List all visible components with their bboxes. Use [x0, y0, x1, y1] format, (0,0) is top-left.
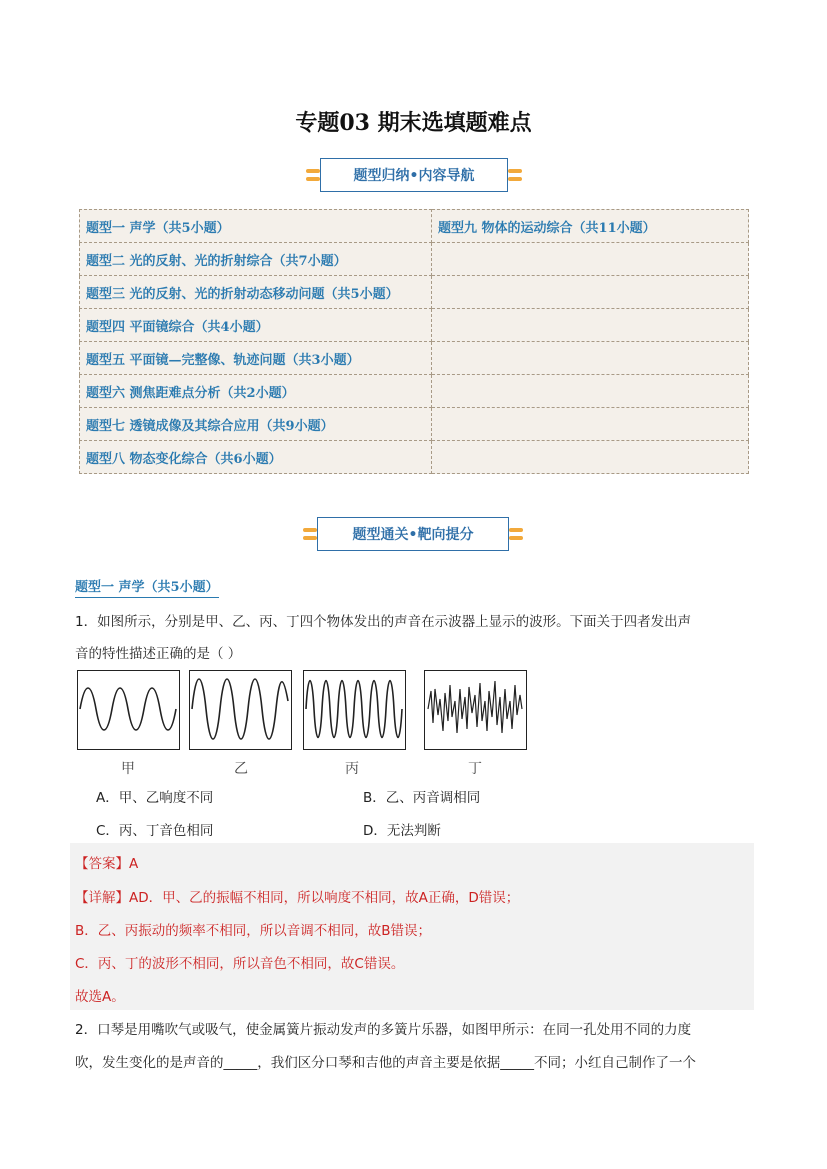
toc-empty-cell: [432, 441, 749, 474]
answer-explanation-line: C．丙、丁的波形不相同，所以音色不相同，故C错误。: [75, 956, 405, 972]
toc-item[interactable]: 题型六 测焦距难点分析（共2小题）: [80, 375, 432, 408]
toc-item[interactable]: 题型七 透镜成像及其综合应用（共9小题）: [80, 408, 432, 441]
toc-row: [80, 210, 749, 243]
page-title: 专题03 期末选填题难点: [295, 110, 532, 136]
nav-banner-label: 题型归纳•内容导航: [320, 158, 508, 192]
waveform-label-bing: 丙: [345, 761, 359, 777]
banner-right-decoration: [509, 524, 523, 544]
toc-item[interactable]: 题型九 物体的运动综合（共11小题）: [432, 210, 749, 243]
question-2-text-line-2: 吹，发生变化的是声音的_____，我们区分口琴和吉他的声音主要是依据_____不同；小红自己制作了一个: [75, 1055, 696, 1071]
option-d[interactable]: D．无法判断: [363, 823, 441, 839]
toc-row: [80, 243, 749, 276]
toc-empty-cell: [432, 309, 749, 342]
toc-row: [80, 342, 749, 375]
practice-banner-label: 题型通关•靶向提分: [317, 517, 509, 551]
nav-banner: [306, 157, 522, 193]
banner-right-decoration: [508, 165, 522, 185]
answer-explanation-line: 【详解】AD．甲、乙的振幅不相同，所以响度不相同，故A正确，D错误；: [75, 890, 520, 906]
banner-left-decoration: [303, 524, 317, 544]
waveform-jia-figure: [77, 670, 180, 750]
question-1-text-line-2: 音的特性描述正确的是（ ）: [75, 646, 242, 662]
waveform-ding-curve: [428, 681, 522, 733]
toc-empty-cell: [432, 342, 749, 375]
banner-left-decoration: [306, 165, 320, 185]
practice-banner: [303, 516, 523, 552]
option-c[interactable]: C．丙、丁音色相同: [96, 823, 214, 839]
waveform-label-jia: 甲: [121, 761, 135, 777]
waveform-yi-figure: [189, 670, 292, 750]
toc-item[interactable]: 题型一 声学（共5小题）: [80, 210, 432, 243]
waveform-yi-curve: [192, 679, 288, 739]
option-b[interactable]: B．乙、丙音调相同: [363, 790, 481, 806]
waveform-ding-figure: [424, 670, 527, 750]
waveform-label-yi: 乙: [234, 761, 248, 777]
toc-item[interactable]: 题型三 光的反射、光的折射动态移动问题（共5小题）: [80, 276, 432, 309]
toc-row: [80, 375, 749, 408]
option-a[interactable]: A．甲、乙响度不同: [96, 790, 214, 806]
section-heading[interactable]: 题型一 声学（共5小题）: [75, 576, 219, 598]
waveform-label-ding: 丁: [468, 761, 482, 777]
toc-row: [80, 276, 749, 309]
toc-item[interactable]: 题型八 物态变化综合（共6小题）: [80, 441, 432, 474]
toc-row: [80, 408, 749, 441]
toc-item[interactable]: 题型五 平面镜—完整像、轨迹问题（共3小题）: [80, 342, 432, 375]
toc-empty-cell: [432, 276, 749, 309]
waveform-jia-curve: [80, 688, 176, 730]
question-2-text-line-1: 2．口琴是用嘴吹气或吸气，使金属簧片振动发声的多簧片乐器，如图甲所示：在同一孔处用不同的力度: [75, 1022, 692, 1038]
toc-table: [79, 209, 749, 474]
answer-line: 【答案】A: [75, 856, 139, 872]
waveform-bing-figure: [303, 670, 406, 750]
toc-item[interactable]: 题型二 光的反射、光的折射综合（共7小题）: [80, 243, 432, 276]
toc-item[interactable]: 题型四 平面镜综合（共4小题）: [80, 309, 432, 342]
toc-row: [80, 441, 749, 474]
answer-explanation-line: 故选A。: [75, 989, 125, 1005]
answer-explanation-line: B．乙、丙振动的频率不相同，所以音调不相同，故B错误；: [75, 923, 432, 939]
toc-empty-cell: [432, 408, 749, 441]
toc-empty-cell: [432, 375, 749, 408]
toc-row: [80, 309, 749, 342]
question-1-text-line-1: 1．如图所示，分别是甲、乙、丙、丁四个物体发出的声音在示波器上显示的波形。下面关于四者发出声: [75, 614, 692, 630]
toc-empty-cell: [432, 243, 749, 276]
waveform-bing-curve: [306, 681, 402, 738]
